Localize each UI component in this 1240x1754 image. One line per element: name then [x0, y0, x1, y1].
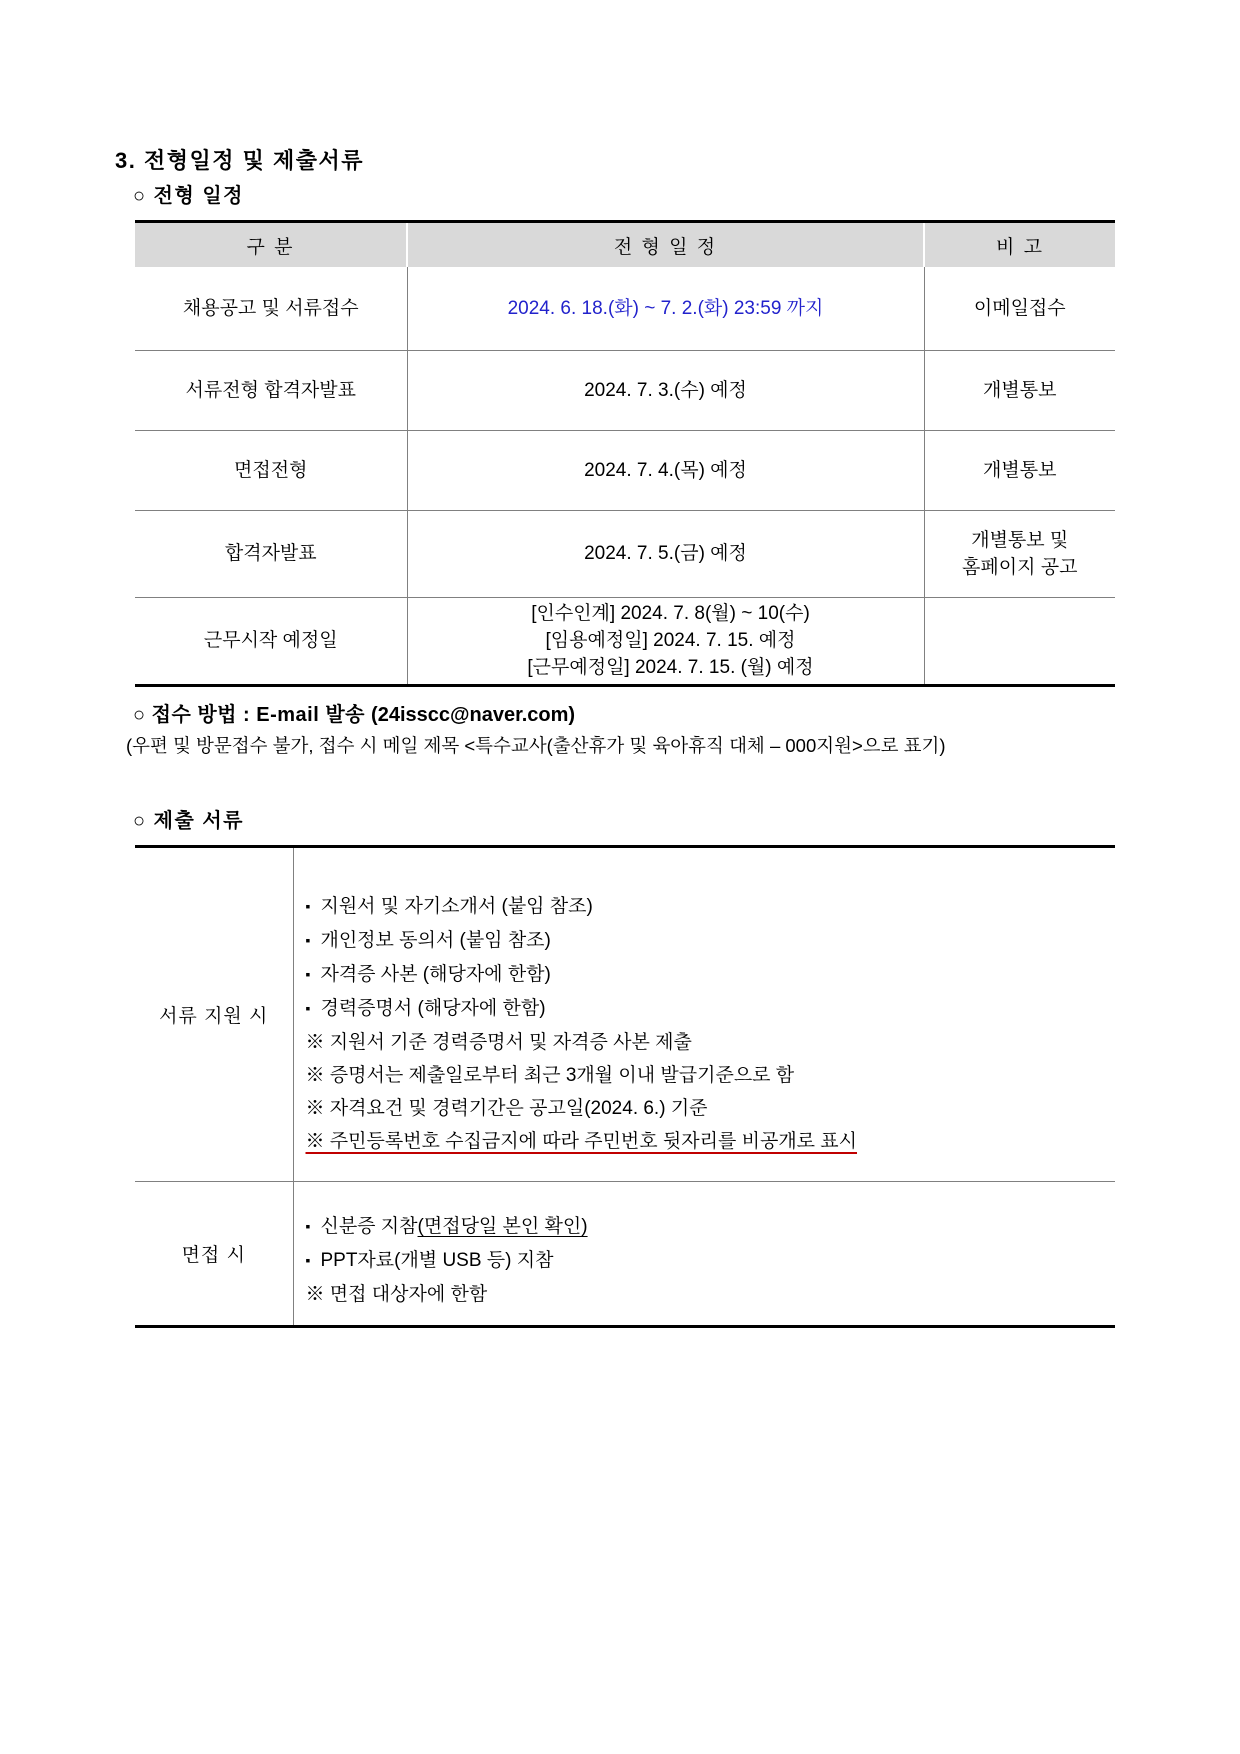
row-category: 근무시작 예정일 — [135, 597, 407, 685]
documents-list-cell — [293, 1182, 1115, 1327]
table-row — [135, 510, 1115, 597]
table-row — [135, 267, 1115, 350]
list-item-text: 경력증명서 (해당자에 한함) — [320, 997, 546, 1019]
col-header-category: 구 분 — [135, 222, 407, 268]
note-item: ※ 자격요건 및 경력기간은 공고일(2024. 6.) 기준 — [305, 1097, 708, 1119]
list-item-text: 지원서 및 자기소개서 (붙임 참조) — [320, 895, 593, 917]
method-label-text: ○ 접수 방법 : E-mail 발송 — [133, 704, 365, 726]
row-note — [924, 597, 1115, 685]
page-title: 3. 전형일정 및 제출서류 — [115, 148, 364, 173]
table-row — [135, 597, 1115, 685]
table-row — [135, 847, 1115, 1182]
list-item — [306, 958, 1108, 992]
schedule-line: [임용예정일] 2024. 7. 15. 예정 — [545, 630, 796, 651]
list-item-text: 자격증 사본 (해당자에 한함) — [320, 963, 551, 985]
list-item — [306, 1210, 1108, 1244]
bullet-square-icon: ▪ — [305, 999, 311, 1016]
list-item-text: 신분증 지참 — [320, 1216, 418, 1237]
row-schedule: 2024. 7. 3.(수) 예정 — [407, 350, 924, 430]
row-category: 면접 시 — [135, 1182, 293, 1327]
row-note — [924, 510, 1115, 597]
row-schedule: 2024. 6. 18.(화) ~ 7. 2.(화) 23:59 까지 — [407, 267, 924, 350]
note-item-underlined — [306, 1125, 1108, 1158]
row-category: 서류 지원 시 — [159, 1006, 269, 1027]
note-item: ※ 면접 대상자에 한함 — [305, 1284, 488, 1305]
row-note: 개별통보 — [924, 350, 1115, 430]
schedule-line: [근무예정일] 2024. 7. 15. (월) 예정 — [527, 657, 814, 678]
list-item — [306, 924, 1108, 958]
note-item: ※ 증명서는 제출일로부터 최근 3개월 이내 발급기준으로 함 — [305, 1064, 795, 1086]
row-schedule: 2024. 7. 4.(목) 예정 — [407, 430, 924, 510]
row-schedule: 2024. 7. 5.(금) 예정 — [407, 510, 924, 597]
row-category: 면접전형 — [135, 430, 407, 510]
row-note-line: 홈페이지 공고 — [962, 556, 1078, 578]
bullet-square-icon: ▪ — [305, 1252, 311, 1268]
list-item-underlined-text: (면접당일 본인 확인) — [417, 1216, 588, 1237]
bullet-square-icon: ▪ — [305, 1218, 311, 1234]
row-schedule — [407, 597, 924, 685]
documents-list-cell — [293, 847, 1115, 1182]
list-item — [306, 1244, 1108, 1278]
row-note-line: 개별통보 및 — [971, 529, 1069, 551]
documents-table — [135, 845, 1115, 1328]
bullet-square-icon: ▪ — [305, 897, 311, 914]
schedule-line: [인수인계] 2024. 7. 8(월) ~ 10(수) — [531, 603, 810, 624]
section-label-documents: ○ 제출 서류 — [133, 810, 244, 832]
bullet-square-icon: ▪ — [305, 965, 311, 982]
list-item-text: 개인정보 동의서 (붙임 참조) — [320, 929, 551, 951]
method-note: (우편 및 방문접수 불가, 접수 시 메일 제목 <특수교사(출산휴가 및 육아휴직 대체 – 000지원>으로 표기) — [126, 735, 946, 756]
schedule-table — [135, 220, 1115, 687]
note-item-text: ※ 주민등록번호 수집금지에 따라 주민번호 뒷자리를 비공개로 표시 — [305, 1130, 858, 1152]
table-row — [135, 350, 1115, 430]
list-item-text: PPT자료(개별 USB 등) 지참 — [320, 1250, 554, 1271]
schedule-table-header-row — [135, 222, 1115, 268]
list-item — [306, 992, 1108, 1026]
col-header-note: 비 고 — [924, 222, 1115, 268]
row-category: 서류전형 합격자발표 — [135, 350, 407, 430]
table-row — [135, 1182, 1115, 1327]
method-email: (24isscc@naver.com) — [371, 704, 576, 726]
row-note: 개별통보 — [924, 430, 1115, 510]
bullet-square-icon: ▪ — [305, 931, 311, 948]
row-category: 합격자발표 — [135, 510, 407, 597]
table-row — [135, 430, 1115, 510]
note-item: ※ 지원서 기준 경력증명서 및 자격증 사본 제출 — [305, 1031, 692, 1053]
method-label — [133, 698, 575, 727]
row-category: 채용공고 및 서류접수 — [182, 297, 359, 319]
col-header-schedule: 전 형 일 정 — [407, 222, 924, 268]
section-label-schedule: ○ 전형 일정 — [133, 185, 244, 207]
list-item — [306, 890, 1108, 924]
row-note: 이메일접수 — [924, 267, 1115, 350]
